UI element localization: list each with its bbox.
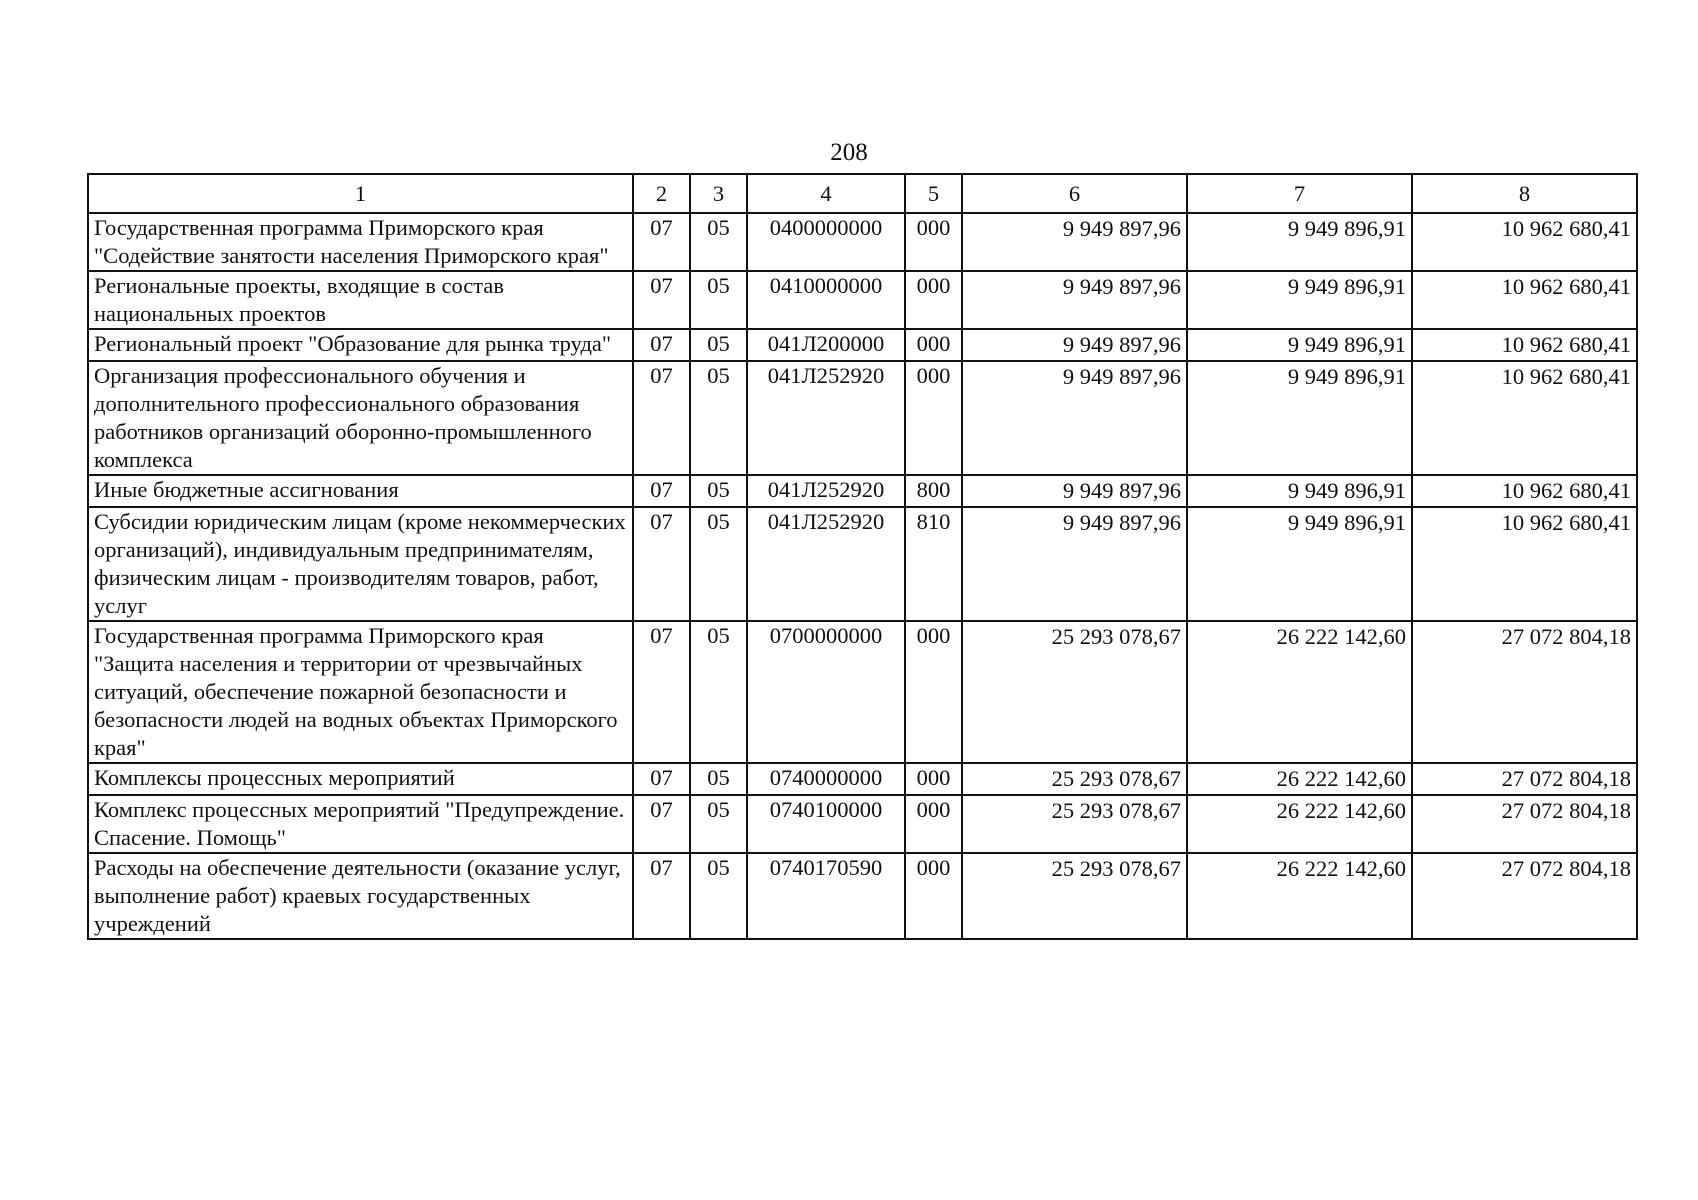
row-name: Государственная программа Приморского края "Защита населения и территории от чрезвычайных ситуаций, обеспечение пожарной безопасности и безопасности людей на водных объектах Приморского края" <box>88 621 633 763</box>
row-expense-type: 000 <box>905 329 962 361</box>
row-value-7: 26 222 142,60 <box>1276 766 1406 791</box>
col-header-6: 6 <box>962 174 1187 213</box>
table-row <box>88 271 1637 329</box>
row-section: 07 <box>633 329 690 361</box>
row-value-7: 9 949 896,91 <box>1287 364 1406 389</box>
table-row <box>88 361 1637 475</box>
row-value-8: 10 962 680,41 <box>1501 510 1631 535</box>
header-row <box>88 174 1637 213</box>
row-subsection: 05 <box>690 795 747 853</box>
row-subsection: 05 <box>690 329 747 361</box>
row-target-article: 041Л200000 <box>747 329 905 361</box>
col-header-7: 7 <box>1187 174 1412 213</box>
row-value-7: 9 949 896,91 <box>1287 332 1406 357</box>
row-value-6: 9 949 897,96 <box>1062 274 1181 299</box>
row-name: Государственная программа Приморского края "Содействие занятости населения Приморского края" <box>88 213 633 271</box>
row-target-article: 0700000000 <box>747 621 905 763</box>
row-section: 07 <box>633 213 690 271</box>
row-value-7: 9 949 896,91 <box>1287 510 1406 535</box>
col-header-4: 4 <box>747 174 905 213</box>
row-name: Региональные проекты, входящие в состав национальных проектов <box>88 271 633 329</box>
row-value-8: 10 962 680,41 <box>1501 332 1631 357</box>
page-number: 208 <box>830 139 868 166</box>
row-target-article: 041Л252920 <box>747 475 905 507</box>
col-header-3: 3 <box>690 174 747 213</box>
row-subsection: 05 <box>690 271 747 329</box>
row-target-article: 0400000000 <box>747 213 905 271</box>
row-target-article: 0740170590 <box>747 853 905 939</box>
col-header-1: 1 <box>88 174 633 213</box>
row-expense-type: 810 <box>905 507 962 621</box>
row-name: Расходы на обеспечение деятельности (оказание услуг, выполнение работ) краевых государственных учреждений <box>88 853 633 939</box>
budget-table <box>87 173 1638 940</box>
row-section: 07 <box>633 795 690 853</box>
row-name: Комплекс процессных мероприятий "Предупреждение. Спасение. Помощь" <box>88 795 633 853</box>
row-expense-type: 000 <box>905 853 962 939</box>
row-value-8: 27 072 804,18 <box>1501 624 1631 649</box>
row-value-8: 10 962 680,41 <box>1501 216 1631 241</box>
row-subsection: 05 <box>690 361 747 475</box>
row-value-7: 9 949 896,91 <box>1287 216 1406 241</box>
table-row <box>88 475 1637 507</box>
row-section: 07 <box>633 475 690 507</box>
row-value-8: 27 072 804,18 <box>1501 798 1631 823</box>
row-value-7: 9 949 896,91 <box>1287 478 1406 503</box>
row-value-6: 25 293 078,67 <box>1051 798 1181 823</box>
table-row <box>88 213 1637 271</box>
row-name: Региональный проект "Образование для рынка труда" <box>88 329 633 361</box>
col-header-8: 8 <box>1412 174 1637 213</box>
row-section: 07 <box>633 507 690 621</box>
row-section: 07 <box>633 853 690 939</box>
row-expense-type: 000 <box>905 763 962 795</box>
row-expense-type: 000 <box>905 795 962 853</box>
row-expense-type: 800 <box>905 475 962 507</box>
row-value-6: 9 949 897,96 <box>1062 478 1181 503</box>
row-value-6: 25 293 078,67 <box>1051 624 1181 649</box>
row-name: Субсидии юридическим лицам (кроме некоммерческих организаций), индивидуальным предпринимателям, физическим лицам - производителям товаров, работ, услуг <box>88 507 633 621</box>
row-value-7: 9 949 896,91 <box>1287 274 1406 299</box>
row-target-article: 041Л252920 <box>747 361 905 475</box>
row-subsection: 05 <box>690 621 747 763</box>
row-target-article: 041Л252920 <box>747 507 905 621</box>
row-value-8: 27 072 804,18 <box>1501 766 1631 791</box>
table-row <box>88 329 1637 361</box>
row-value-6: 9 949 897,96 <box>1062 364 1181 389</box>
table-row <box>88 763 1637 795</box>
row-name: Иные бюджетные ассигнования <box>88 475 633 507</box>
row-expense-type: 000 <box>905 213 962 271</box>
table-row <box>88 853 1637 939</box>
row-expense-type: 000 <box>905 621 962 763</box>
col-header-5: 5 <box>905 174 962 213</box>
row-value-8: 27 072 804,18 <box>1501 856 1631 881</box>
row-target-article: 0410000000 <box>747 271 905 329</box>
row-section: 07 <box>633 361 690 475</box>
col-header-2: 2 <box>633 174 690 213</box>
row-section: 07 <box>633 621 690 763</box>
row-section: 07 <box>633 763 690 795</box>
row-subsection: 05 <box>690 507 747 621</box>
row-value-6: 25 293 078,67 <box>1051 856 1181 881</box>
row-subsection: 05 <box>690 853 747 939</box>
row-value-6: 9 949 897,96 <box>1062 510 1181 535</box>
row-expense-type: 000 <box>905 271 962 329</box>
row-subsection: 05 <box>690 475 747 507</box>
row-subsection: 05 <box>690 763 747 795</box>
row-value-8: 10 962 680,41 <box>1501 274 1631 299</box>
row-value-8: 10 962 680,41 <box>1501 364 1631 389</box>
row-value-6: 9 949 897,96 <box>1062 216 1181 241</box>
row-name: Организация профессионального обучения и дополнительного профессионального образования работников организаций оборонно-промышленного комплекса <box>88 361 633 475</box>
row-value-6: 9 949 897,96 <box>1062 332 1181 357</box>
row-target-article: 0740000000 <box>747 763 905 795</box>
table-row <box>88 507 1637 621</box>
row-section: 07 <box>633 271 690 329</box>
row-value-7: 26 222 142,60 <box>1276 856 1406 881</box>
table-row <box>88 621 1637 763</box>
row-value-6: 25 293 078,67 <box>1051 766 1181 791</box>
row-subsection: 05 <box>690 213 747 271</box>
row-value-7: 26 222 142,60 <box>1276 624 1406 649</box>
row-name: Комплексы процессных мероприятий <box>88 763 633 795</box>
row-value-7: 26 222 142,60 <box>1276 798 1406 823</box>
row-value-8: 10 962 680,41 <box>1501 478 1631 503</box>
row-target-article: 0740100000 <box>747 795 905 853</box>
table-row <box>88 795 1637 853</box>
row-expense-type: 000 <box>905 361 962 475</box>
